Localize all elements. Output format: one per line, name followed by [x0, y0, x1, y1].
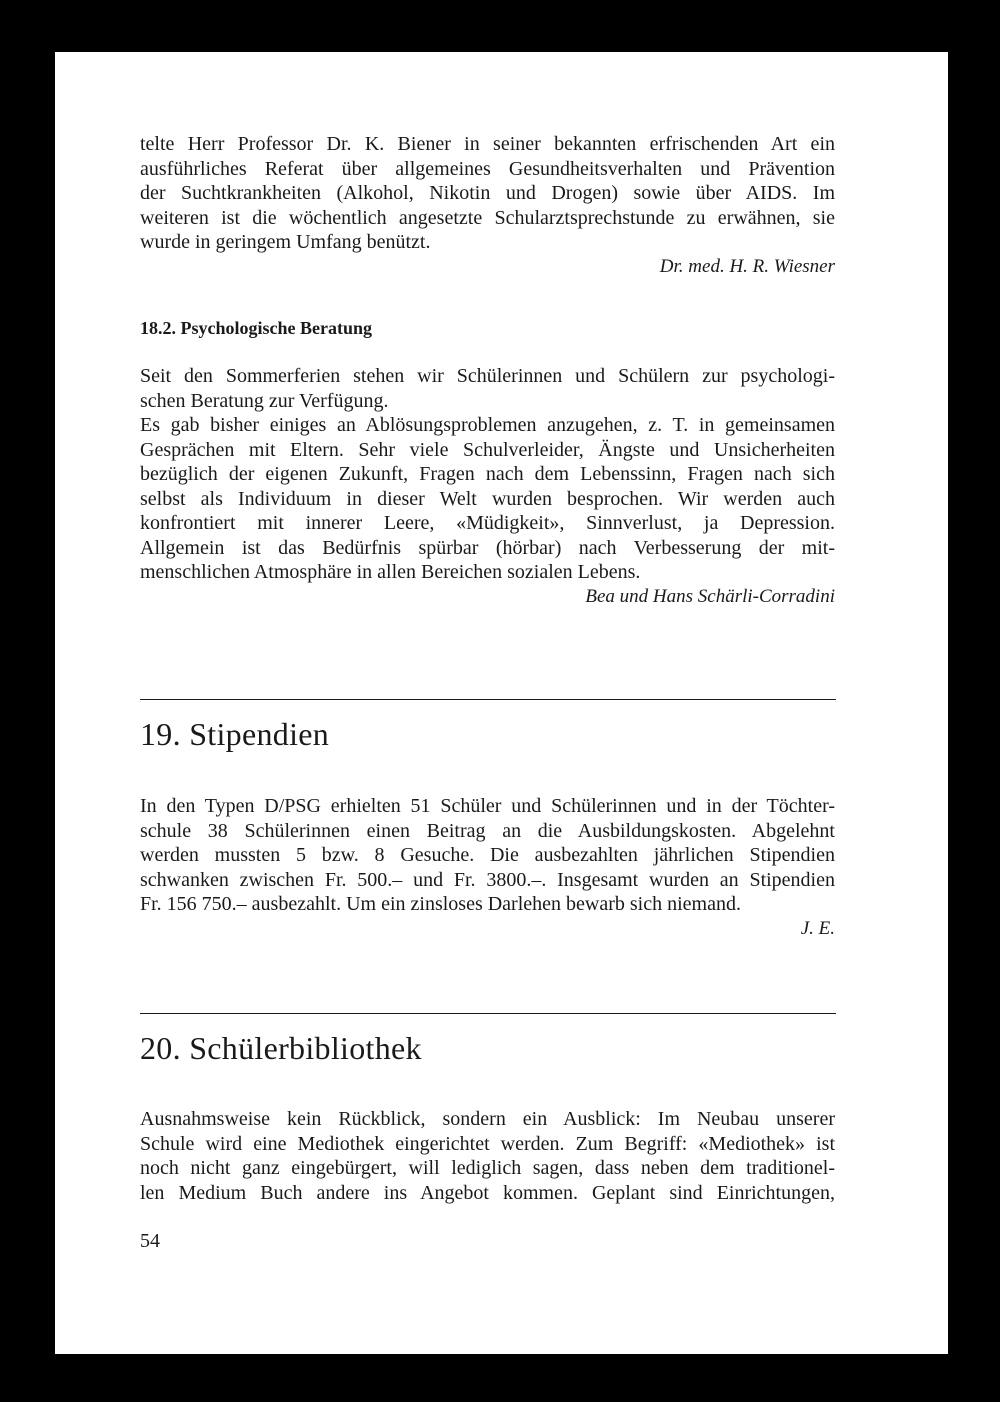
text-line: schen Beratung zur Verfügung.: [140, 389, 389, 412]
text-line: wurde in geringem Umfang benützt.: [140, 231, 431, 253]
text-line: Es gab bisher einiges an Ablösungsproblemen anzugehen, z. T. in gemeinsamen: [140, 414, 835, 436]
section-18-2-heading-block: [140, 318, 835, 339]
section-divider: [140, 699, 836, 700]
section-18-2-paragraph: [140, 364, 835, 585]
text-line: Gesprächen mit Eltern. Sehr viele Schulverleider, Ängste und Unsicherheiten: [140, 438, 835, 461]
section-20-paragraph: [140, 1107, 835, 1205]
text-line: weiteren ist die wöchentlich angesetzte Schularztsprechstunde zu erwähnen, sie: [140, 206, 835, 229]
text-line: Seit den Sommerferien stehen wir Schülerinnen und Schülern zur psychologi-: [140, 365, 835, 387]
text-line: In den Typen D/PSG erhielten 51 Schüler und Schülerinnen und in der Töchter-: [140, 795, 835, 817]
section-19-heading: 19. Stipendien: [140, 716, 330, 752]
section-18-2-signature: Bea und Hans Schärli-Corradini: [585, 585, 835, 607]
text-line: menschlichen Atmosphäre in allen Bereichen sozialen Lebens.: [140, 561, 641, 583]
page-number: 54: [140, 1230, 160, 1252]
section-20-block: [140, 1107, 835, 1205]
text-line: schwanken zwischen Fr. 500.– und Fr. 3800.–. Insgesamt wurden an Stipendien: [140, 868, 835, 891]
intro-paragraph: [140, 132, 835, 255]
section-18-2-block: [140, 364, 835, 609]
text-line: telte Herr Professor Dr. K. Biener in seiner bekannten erfrischenden Art ein: [140, 133, 835, 155]
text-line: Allgemein ist das Bedürfnis spürbar (hörbar) nach Verbesserung der mit-: [140, 536, 835, 559]
text-line: konfrontiert mit innerer Leere, «Müdigkeit», Sinnverlust, ja Depression.: [140, 512, 835, 534]
section-18-2-heading: 18.2. Psychologische Beratung: [140, 318, 372, 338]
intro-block: [140, 132, 835, 279]
section-20-heading: 20. Schülerbibliothek: [140, 1030, 422, 1066]
text-line: der Suchtkrankheiten (Alkohol, Nikotin und Drogen) sowie über AIDS. Im: [140, 182, 835, 204]
section-divider: [140, 1013, 836, 1014]
section-19-block: [140, 794, 835, 941]
text-line: schule 38 Schülerinnen einen Beitrag an die Ausbildungskosten. Abgelehnt: [140, 819, 835, 842]
text-line: werden mussten 5 bzw. 8 Gesuche. Die ausbezahlten jährlichen Stipendien: [140, 844, 835, 866]
text-line: len Medium Buch andere ins Angebot kommen. Geplant sind Einrichtungen,: [140, 1181, 835, 1204]
text-line: Schule wird eine Mediothek eingerichtet werden. Zum Begriff: «Mediothek» ist: [140, 1132, 835, 1155]
intro-signature: Dr. med. H. R. Wiesner: [659, 255, 835, 277]
text-line: noch nicht ganz eingebürgert, will lediglich sagen, dass neben dem traditionel-: [140, 1157, 835, 1179]
section-19-signature: J. E.: [800, 917, 835, 939]
text-line: bezüglich der eigenen Zukunft, Fragen nach dem Lebenssinn, Fragen nach sich: [140, 463, 835, 485]
text-line: Fr. 156 750.– ausbezahlt. Um ein zinsloses Darlehen bewarb sich niemand.: [140, 893, 741, 915]
text-line: selbst als Individuum in dieser Welt wurden besprochen. Wir werden auch: [140, 487, 835, 510]
text-line: Ausnahmsweise kein Rückblick, sondern ein Ausblick: Im Neubau unserer: [140, 1108, 835, 1130]
section-19-paragraph: [140, 794, 835, 917]
text-line: ausführliches Referat über allgemeines Gesundheitsverhalten und Prävention: [140, 157, 835, 180]
